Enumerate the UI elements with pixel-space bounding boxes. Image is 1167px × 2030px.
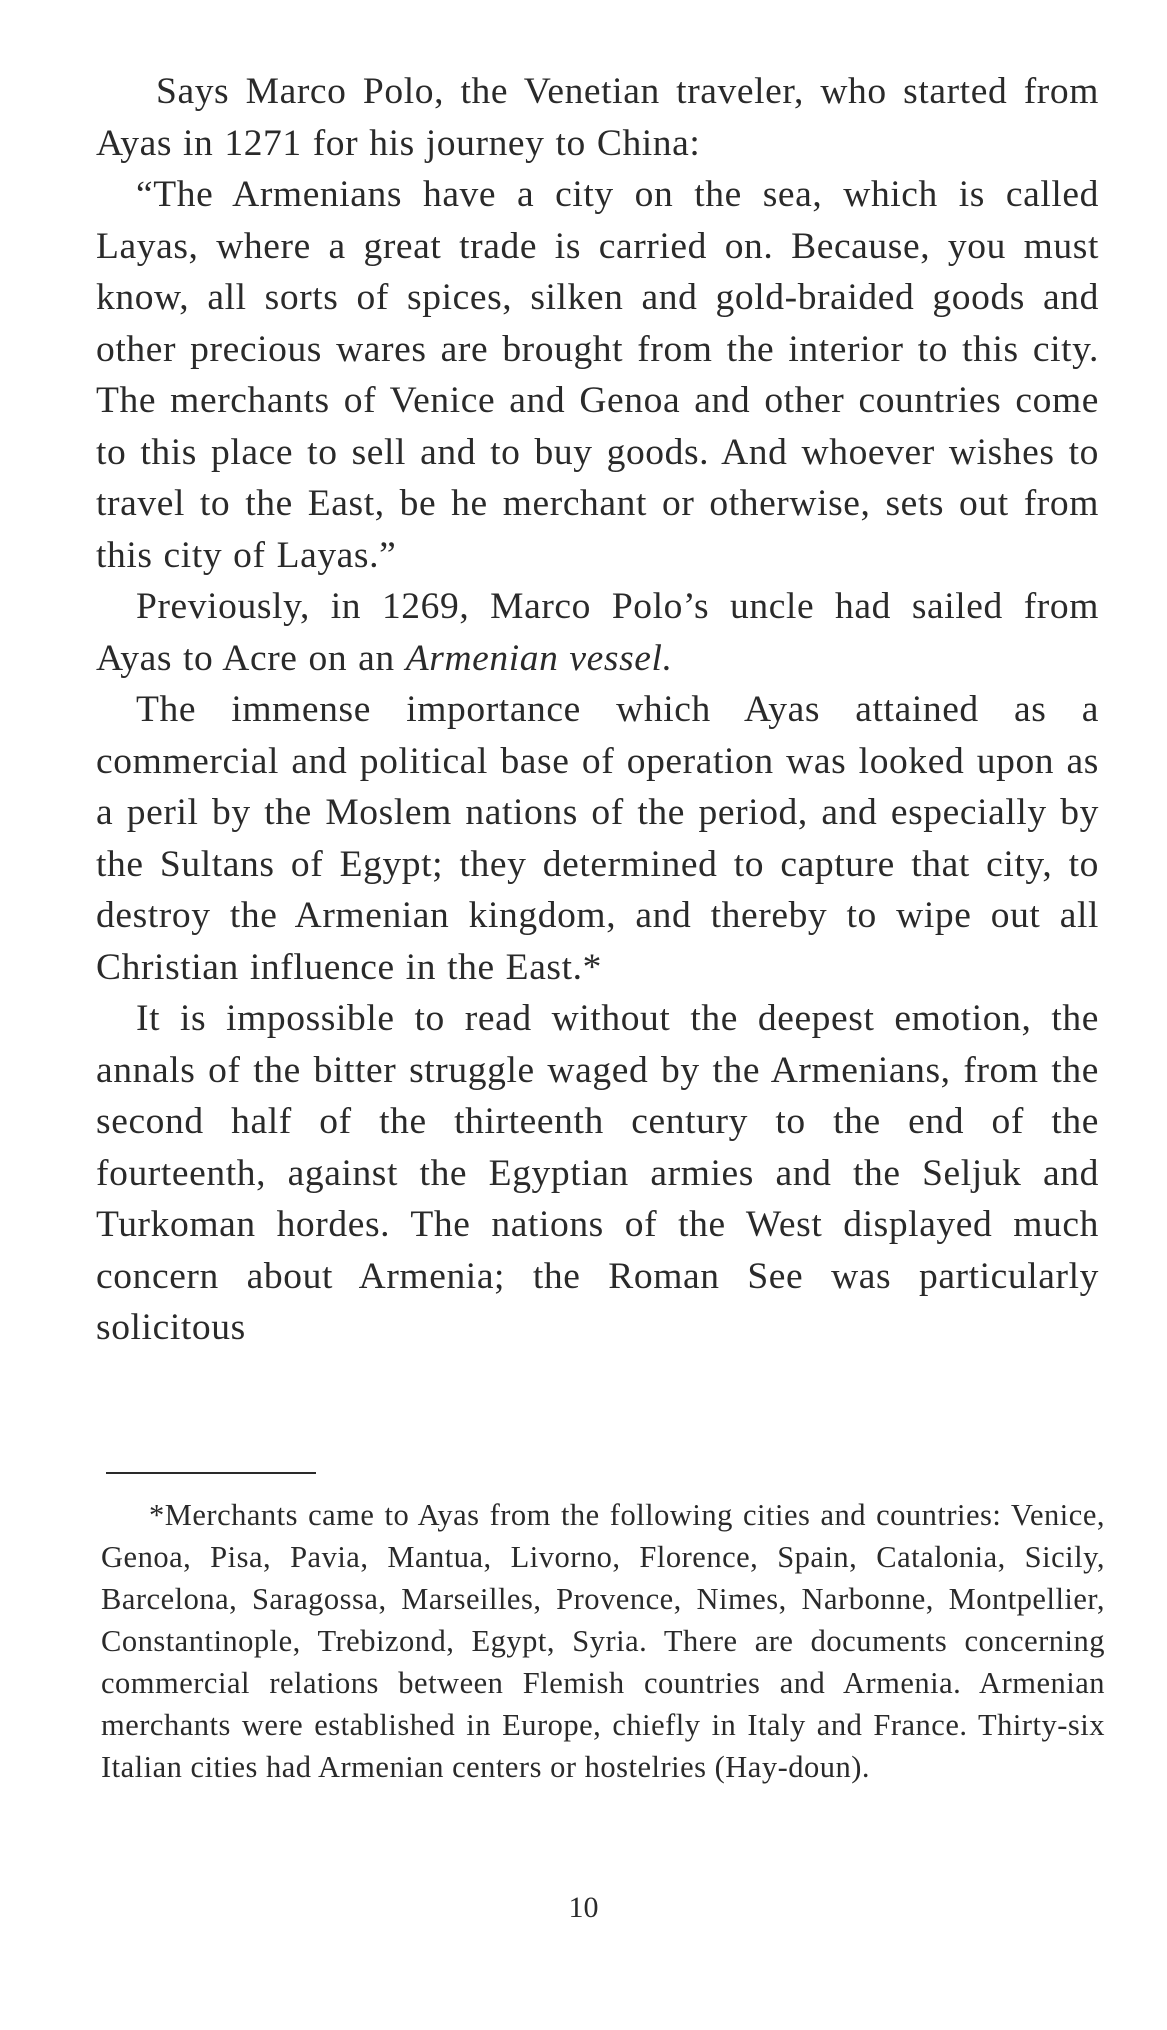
armenian-vessel-emphasis: Armenian vessel. bbox=[405, 637, 673, 679]
paragraph-immense-importance: The immense importance which Ayas attained as a commercial and political base of operation was looked upon as a peril by the Moslem nations of the period, and especially by the Sultans of Egypt; they determined to capture that city, to destroy the Armenian kingdom, and thereby to wipe out all Christian influence in the East.* bbox=[96, 689, 1099, 988]
footnote: *Merchants came to Ayas from the following cities and countries: Venice, Genoa, Pisa, Pavia, Mantua, Livorno, Florence, Spain, Catalonia, Sicily, Barcelona, Saragossa, Marseilles, Provence, Nimes, Narbonne, Montpellier, Constantinople, Trebizond, Egypt, Syria. There are documents concerning commercial relations between Flemish countries and Armenia. Armenian merchants were established in Europe, chiefly in Italy and France. Thirty-six Italian cities had Armenian centers or hostelries (Hay-doun). bbox=[101, 1498, 1105, 1784]
paragraph-previously bbox=[96, 581, 1099, 684]
footnote-divider bbox=[106, 1472, 316, 1474]
page-number: 10 bbox=[568, 1891, 599, 1924]
paragraph-marco-polo-quote: “The Armenians have a city on the sea, which is called Layas, where a great trade is carried on. Because, you must know, all sorts of spices, silken and gold-braided goods and other precious wares are brought from the interior to this city. The merchants of Venice and Genoa and other countries come to this place to sell and to buy goods. And whoever wishes to travel to the East, be he merchant or otherwise, sets out from this city of Layas.” bbox=[96, 174, 1099, 576]
paragraph-previously-text: Previously, in 1269, Marco Polo’s uncle had sailed from Ayas to Acre on an bbox=[96, 586, 1099, 679]
main-text bbox=[96, 66, 1099, 1354]
paragraph-impossible-to-read: It is impossible to read without the deepest emotion, the annals of the bitter struggle waged by the Armenians, from the second half of the thirteenth century to the end of the fourteenth, against the Egyptian armies and the Seljuk and Turkoman hordes. The nations of the West displayed much concern about Armenia; the Roman See was particularly solicitous bbox=[96, 998, 1099, 1348]
paragraph-marco-polo-intro: Says Marco Polo, the Venetian traveler, who started from Ayas in 1271 for his journey to China: bbox=[96, 71, 1099, 164]
